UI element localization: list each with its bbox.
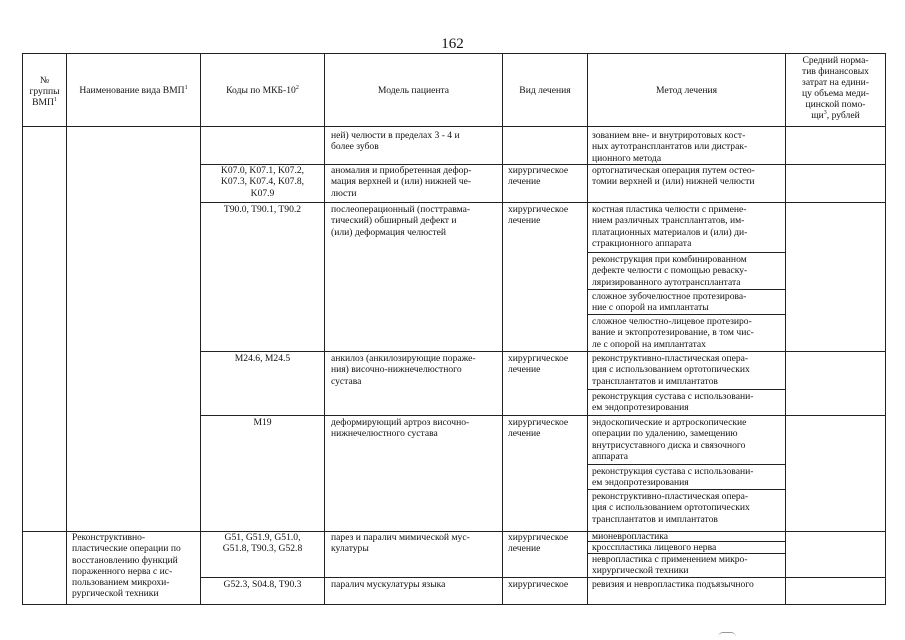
header-treatment-type: Вид лечения <box>519 85 571 96</box>
method-cell: реконструкция при комбинированном дефекте челюсти с помощью реваску- ляризированного аутотрансплантата <box>592 254 748 288</box>
method-cell: сложное челюстно-лицевое протезиро- вание и эктопротезирование, в том чис- ле с опорой на имплантатах <box>592 316 754 350</box>
method-cell: зованием вне- и внутриротовых кост- ных аутотрансплантатов или дистрак- ционного метода <box>592 130 748 164</box>
method-cell: кросспластика лицевого нерва <box>592 542 717 553</box>
method-cell: сложное зубочелюстное протезирова- ние с опорой на имплантаты <box>592 291 747 314</box>
model-cell: деформирующий артроз височно- нижнечелюстного сустава <box>331 417 470 440</box>
header-mkb-codes: Коды по МКБ-$10^2$ <box>226 84 299 96</box>
scan-mark <box>718 632 736 637</box>
method-cell: невропластика с применением микро- хирургической техники <box>592 554 748 577</box>
header-group-no: № группы ВМП$^1$ <box>29 75 60 108</box>
method-cell: реконструктивно-пластическая опера- ция с использованием ортотопических трансплантатов и имплантатов <box>592 491 750 525</box>
treatment-type-cell: хирургическое лечение <box>508 165 569 188</box>
method-cell: реконструкция сустава с использовани- ем эндопротезирования <box>592 391 754 414</box>
model-cell: паралич мускулатуры языка <box>331 579 446 590</box>
model-cell: парез и паралич мимической мус- кулатуры <box>331 532 470 555</box>
method-cell: реконструктивно-пластическая опера- ция с использованием ортотопических трансплантатов и имплантатов <box>592 353 750 387</box>
header-patient-model: Модель пациента <box>377 85 450 96</box>
header-treatment-method: Метод лечения <box>655 85 718 96</box>
mkb-codes-cell: K07.0, K07.1, K07.2, K07.3, K07.4, K07.8, K07.9 <box>220 165 305 199</box>
model-cell: анкилоз (анкилозирующие пораже- ния) височно-нижнечелюстного сустава <box>331 353 476 387</box>
treatment-type-cell: хирургическое <box>508 579 569 590</box>
treatment-type-cell: хирургическое лечение <box>508 532 569 555</box>
method-cell: мионевропластика <box>592 531 669 542</box>
mkb-codes-cell: M19 <box>253 417 272 428</box>
method-cell: ортогнатическая операция путем остео- томии верхней и (или) нижней челюсти <box>592 165 755 188</box>
header-vmp-name: Наименование вида ВМП$^1$ <box>79 84 188 96</box>
page-number: 162 <box>441 36 464 52</box>
mkb-codes-cell: G51, G51.9, G51.0, G51.8, T90.3, G52.8 <box>222 532 303 555</box>
mkb-codes-cell: G52.3, S04.8, T90.3 <box>223 579 302 590</box>
treatment-type-cell: хирургическое лечение <box>508 204 569 227</box>
model-cell: послеоперационный (посттравма- тический) обширный дефект и (или) деформация челюстей <box>331 204 471 238</box>
treatment-type-cell: хирургическое лечение <box>508 417 569 440</box>
mkb-codes-cell: T90.0, T90.1, T90.2 <box>223 204 302 215</box>
model-cell: ней) челюсти в пределах 3 - 4 и более зубов <box>331 130 460 153</box>
method-cell: реконструкция сустава с использовани- ем эндопротезирования <box>592 466 754 489</box>
vmp-name-cell: Реконструктивно- пластические операции по восстановлению функций пораженного нерва с ис- пользованием микрохи- рургической техники <box>72 532 181 600</box>
mkb-codes-cell: M24.6, M24.5 <box>234 353 291 364</box>
method-cell: ревизия и невропластика подъязычного <box>592 579 754 590</box>
method-cell: костная пластика челюсти с примене- нием различных трансплантатов, им- платационных материалов и (или) ди- стракционного аппарата <box>592 204 748 249</box>
header-cost: Средний норма- тив финансовых затрат на едини- цу объема меди- цинской помо- $щи^3$, рублей <box>801 55 870 121</box>
treatment-type-cell: хирургическое лечение <box>508 353 569 376</box>
vmp-table <box>22 53 886 605</box>
model-cell: аномалия и приобретенная дефор- мация верхней и (или) нижней че- люсти <box>331 165 472 199</box>
method-cell: эндоскопические и артроскопические операции по удалению, замещению внутрисуставного диска и связочного аппарата <box>592 417 747 462</box>
